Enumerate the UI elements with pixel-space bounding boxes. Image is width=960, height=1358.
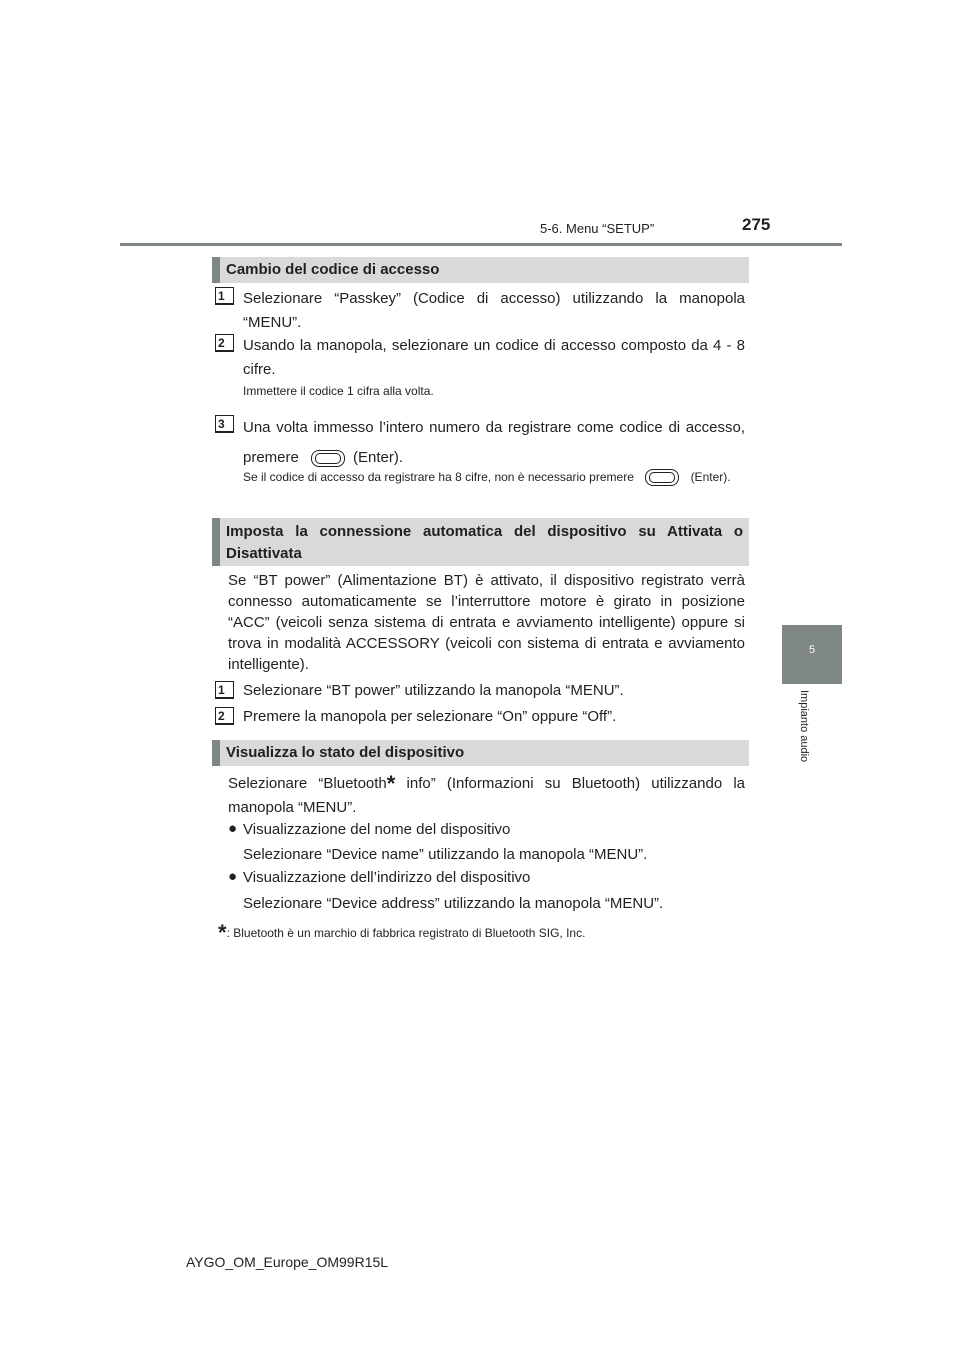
- step-text: [243, 413, 745, 473]
- bullet-title: Visualizzazione dell’indirizzo del dispositivo: [243, 869, 531, 886]
- bullet-text: Selezionare “Device address” utilizzando la manopola “MENU”.: [243, 895, 664, 912]
- header-rule: [120, 243, 842, 246]
- step-text: Selezionare “BT power” utilizzando la manopola “MENU”.: [243, 682, 624, 699]
- chapter-label: Impianto audio: [798, 690, 810, 763]
- enter-button-icon: [645, 469, 679, 486]
- step-text-part: (Enter).: [353, 449, 404, 466]
- intro-part: Selezionare “Bluetooth: [228, 775, 387, 792]
- step-number: 2: [215, 334, 234, 352]
- footnote-text: : Bluetooth è un marchio di fabbrica registrato di Bluetooth SIG, Inc.: [226, 926, 586, 940]
- bullet-title: Visualizzazione del nome del dispositivo: [243, 821, 511, 838]
- section-title-auto-connect: Imposta la connessione automatica del dispositivo su Attivata o Disattivata: [212, 518, 749, 566]
- bullet-text: Selezionare “Device name” utilizzando la manopola “MENU”.: [243, 846, 648, 863]
- page-number: 275: [742, 215, 771, 234]
- note-text: [243, 468, 743, 487]
- footnote: [218, 920, 585, 946]
- note-text: Immettere il codice 1 cifra alla volta.: [243, 384, 434, 398]
- enter-button-icon: [311, 450, 345, 467]
- section-intro: Se “BT power” (Alimentazione BT) è attivato, il dispositivo registrato verrà connesso automaticamente se l’interruttore motore è girato in posizione “ACC” (veicoli senza sistema di entrata e avviamento intelligente) oppure si trova in modalità ACCESSORY (veicoli con sistema di entrata e avviamento intelligente).: [228, 572, 745, 673]
- bullet-icon: ●: [228, 820, 238, 837]
- section-intro: [228, 772, 745, 820]
- intro-part: info” (Informazioni su Bluetooth) utilizzando la manopola “MENU”.: [228, 775, 746, 816]
- chapter-tab: 5: [782, 625, 842, 684]
- step-number: 1: [215, 681, 234, 699]
- note-text-part: (Enter).: [690, 470, 731, 484]
- section-header: 5-6. Menu “SETUP”: [540, 221, 655, 236]
- section-title-passkey: Cambio del codice di accesso: [212, 257, 749, 283]
- bullet-icon: ●: [228, 868, 238, 885]
- asterisk-mark: *: [218, 920, 227, 945]
- step-number: 1: [215, 287, 234, 305]
- asterisk-mark: *: [386, 771, 396, 796]
- step-text: Selezionare “Passkey” (Codice di accesso) utilizzando la manopola “MENU”.: [243, 290, 745, 331]
- step-text: Usando la manopola, selezionare un codice di accesso composto da 4 - 8 cifre.: [243, 337, 745, 378]
- step-number: 2: [215, 707, 234, 725]
- note-text-part: Se il codice di accesso da registrare ha 8 cifre, non è necessario premere: [243, 470, 634, 484]
- step-number: 3: [215, 415, 234, 433]
- step-text: Premere la manopola per selezionare “On” oppure “Off”.: [243, 708, 617, 725]
- section-title-device-status: Visualizza lo stato del dispositivo: [212, 740, 749, 766]
- document-id: AYGO_OM_Europe_OM99R15L: [186, 1254, 389, 1270]
- step-text-part: Una volta immesso l’intero numero da registrare come codice di accesso, premere: [243, 419, 745, 466]
